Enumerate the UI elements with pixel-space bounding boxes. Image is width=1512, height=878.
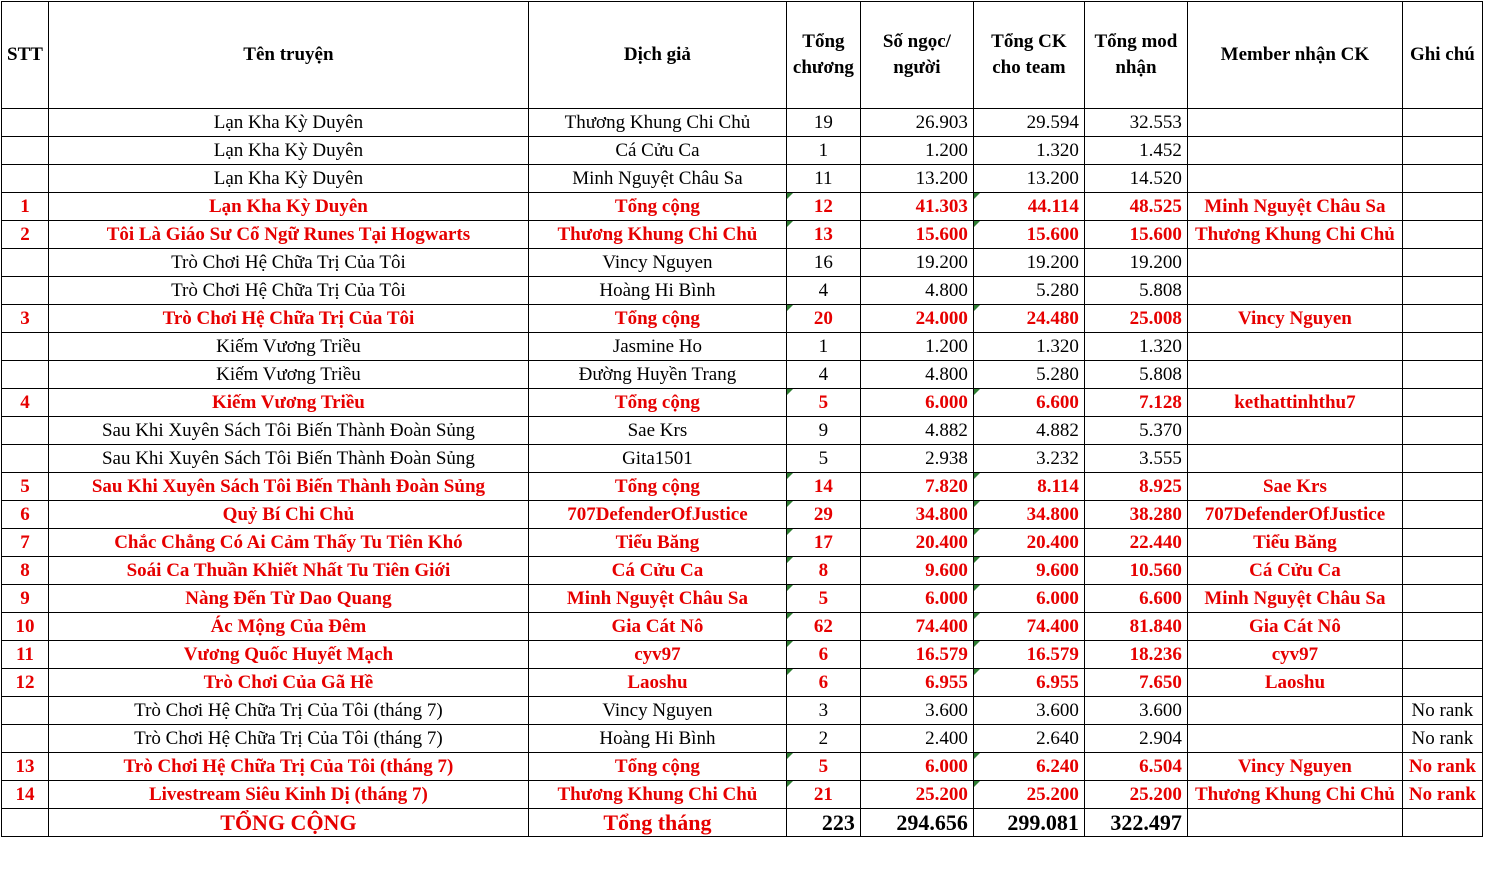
chapters-cell[interactable]: 16: [786, 249, 860, 277]
chapter-payout-table: [1, 1, 1483, 837]
translator-cell[interactable]: Tiểu Băng: [528, 529, 786, 557]
mod-cell[interactable]: 6.600: [1084, 585, 1187, 613]
table-row: [2, 305, 1483, 333]
table-row: [2, 361, 1483, 389]
member-cell[interactable]: [1187, 417, 1402, 445]
table-row: [2, 333, 1483, 361]
stt-cell[interactable]: [2, 277, 49, 305]
translator-cell[interactable]: Gita1501: [528, 445, 786, 473]
mod-cell[interactable]: 8.925: [1084, 473, 1187, 501]
member-cell[interactable]: Cá Cửu Ca: [1187, 557, 1402, 585]
mod-cell[interactable]: 19.200: [1084, 249, 1187, 277]
gems-cell[interactable]: 3.600: [860, 697, 973, 725]
mod-cell[interactable]: 14.520: [1084, 165, 1187, 193]
member-cell[interactable]: 707DefenderOfJustice: [1187, 501, 1402, 529]
chapters-cell[interactable]: 14: [786, 473, 860, 501]
gems-cell[interactable]: 6.000: [860, 753, 973, 781]
note-cell[interactable]: [1402, 361, 1482, 389]
gems-cell[interactable]: 15.600: [860, 221, 973, 249]
table-row: [2, 557, 1483, 585]
ck-cell[interactable]: 6.000: [973, 585, 1084, 613]
member-cell[interactable]: Sae Krs: [1187, 473, 1402, 501]
stt-cell[interactable]: [2, 109, 49, 137]
ck-cell[interactable]: 15.600: [973, 221, 1084, 249]
stt-cell[interactable]: 1: [2, 193, 49, 221]
member-cell[interactable]: [1187, 165, 1402, 193]
header-row: [2, 2, 1483, 109]
chapters-cell[interactable]: 13: [786, 221, 860, 249]
table-row: [2, 137, 1483, 165]
stt-cell[interactable]: 7: [2, 529, 49, 557]
chapters-cell[interactable]: 5: [786, 389, 860, 417]
chapters-cell[interactable]: 12: [786, 193, 860, 221]
header-translator[interactable]: Dịch giả: [528, 2, 786, 109]
table-row: [2, 697, 1483, 725]
translator-cell[interactable]: Vincy Nguyen: [528, 249, 786, 277]
mod-cell[interactable]: 32.553: [1084, 109, 1187, 137]
note-cell[interactable]: [1402, 389, 1482, 417]
title-cell[interactable]: Trò Chơi Hệ Chữa Trị Của Tôi (tháng 7): [48, 697, 528, 725]
member-cell[interactable]: [1187, 697, 1402, 725]
ck-cell[interactable]: 20.400: [973, 529, 1084, 557]
translator-cell[interactable]: Cá Cửu Ca: [528, 137, 786, 165]
table-row: [2, 613, 1483, 641]
stt-cell[interactable]: [2, 333, 49, 361]
mod-cell[interactable]: 5.370: [1084, 417, 1187, 445]
note-cell[interactable]: [1402, 529, 1482, 557]
title-cell[interactable]: Livestream Siêu Kinh Dị (tháng 7): [48, 781, 528, 809]
translator-cell[interactable]: Cá Cửu Ca: [528, 557, 786, 585]
note-cell[interactable]: [1402, 277, 1482, 305]
title-cell[interactable]: Trò Chơi Hệ Chữa Trị Của Tôi: [48, 277, 528, 305]
header-mod[interactable]: Tổng mod nhận: [1084, 2, 1187, 109]
total-chapters[interactable]: 223: [786, 809, 860, 837]
table-row: [2, 193, 1483, 221]
total-ck[interactable]: 299.081: [973, 809, 1084, 837]
mod-cell[interactable]: 2.904: [1084, 725, 1187, 753]
stt-cell[interactable]: 12: [2, 669, 49, 697]
ck-cell[interactable]: 1.320: [973, 333, 1084, 361]
ck-cell[interactable]: 5.280: [973, 277, 1084, 305]
translator-cell[interactable]: Đường Huyền Trang: [528, 361, 786, 389]
table-row: [2, 165, 1483, 193]
mod-cell[interactable]: 81.840: [1084, 613, 1187, 641]
gems-cell[interactable]: 7.820: [860, 473, 973, 501]
mod-cell[interactable]: 3.600: [1084, 697, 1187, 725]
total-label[interactable]: TỔNG CỘNG: [48, 809, 528, 837]
chapters-cell[interactable]: 9: [786, 417, 860, 445]
title-cell[interactable]: Trò Chơi Hệ Chữa Trị Của Tôi (tháng 7): [48, 753, 528, 781]
stt-cell[interactable]: 11: [2, 641, 49, 669]
note-cell[interactable]: No rank: [1402, 753, 1482, 781]
translator-cell[interactable]: Minh Nguyệt Châu Sa: [528, 585, 786, 613]
ck-cell[interactable]: 5.280: [973, 361, 1084, 389]
note-cell[interactable]: [1402, 417, 1482, 445]
note-cell[interactable]: [1402, 109, 1482, 137]
translator-cell[interactable]: Tổng cộng: [528, 305, 786, 333]
chapters-cell[interactable]: 4: [786, 361, 860, 389]
gems-cell[interactable]: 16.579: [860, 641, 973, 669]
member-cell[interactable]: Vincy Nguyen: [1187, 305, 1402, 333]
translator-cell[interactable]: Tổng cộng: [528, 753, 786, 781]
title-cell[interactable]: Kiếm Vương Triều: [48, 361, 528, 389]
table-row: [2, 277, 1483, 305]
title-cell[interactable]: Trò Chơi Của Gã Hề: [48, 669, 528, 697]
stt-cell[interactable]: 5: [2, 473, 49, 501]
total-member-cell[interactable]: [1187, 809, 1402, 837]
total-translator[interactable]: Tổng tháng: [528, 809, 786, 837]
mod-cell[interactable]: 25.200: [1084, 781, 1187, 809]
header-title[interactable]: Tên truyện: [48, 2, 528, 109]
gems-cell[interactable]: 1.200: [860, 333, 973, 361]
translator-cell[interactable]: Thương Khung Chi Chủ: [528, 221, 786, 249]
translator-cell[interactable]: Hoàng Hi Bình: [528, 725, 786, 753]
gems-cell[interactable]: 9.600: [860, 557, 973, 585]
member-cell[interactable]: Thương Khung Chi Chủ: [1187, 221, 1402, 249]
header-ck-team[interactable]: Tổng CK cho team: [973, 2, 1084, 109]
table-row: [2, 249, 1483, 277]
gems-cell[interactable]: 13.200: [860, 165, 973, 193]
stt-cell[interactable]: 10: [2, 613, 49, 641]
translator-cell[interactable]: 707DefenderOfJustice: [528, 501, 786, 529]
member-cell[interactable]: [1187, 137, 1402, 165]
mod-cell[interactable]: 25.008: [1084, 305, 1187, 333]
mod-cell[interactable]: 48.525: [1084, 193, 1187, 221]
note-cell[interactable]: [1402, 585, 1482, 613]
table-row: [2, 109, 1483, 137]
stt-cell[interactable]: [2, 417, 49, 445]
title-cell[interactable]: Nàng Đến Từ Dao Quang: [48, 585, 528, 613]
translator-cell[interactable]: Vincy Nguyen: [528, 697, 786, 725]
ck-cell[interactable]: 19.200: [973, 249, 1084, 277]
member-cell[interactable]: Vincy Nguyen: [1187, 753, 1402, 781]
gems-cell[interactable]: 6.000: [860, 389, 973, 417]
title-cell[interactable]: Sau Khi Xuyên Sách Tôi Biến Thành Đoàn Sủng: [48, 445, 528, 473]
gems-cell[interactable]: 4.800: [860, 361, 973, 389]
chapters-cell[interactable]: 17: [786, 529, 860, 557]
table-row: [2, 725, 1483, 753]
gems-cell[interactable]: 74.400: [860, 613, 973, 641]
translator-cell[interactable]: cyv97: [528, 641, 786, 669]
title-cell[interactable]: Trò Chơi Hệ Chữa Trị Của Tôi (tháng 7): [48, 725, 528, 753]
member-cell[interactable]: [1187, 249, 1402, 277]
chapters-cell[interactable]: 5: [786, 585, 860, 613]
chapters-cell[interactable]: 2: [786, 725, 860, 753]
ck-cell[interactable]: 3.600: [973, 697, 1084, 725]
total-row: [2, 809, 1483, 837]
stt-cell[interactable]: [2, 165, 49, 193]
stt-cell[interactable]: [2, 697, 49, 725]
mod-cell[interactable]: 6.504: [1084, 753, 1187, 781]
gems-cell[interactable]: 6.955: [860, 669, 973, 697]
table-row: [2, 221, 1483, 249]
gems-cell[interactable]: 19.200: [860, 249, 973, 277]
note-cell[interactable]: [1402, 641, 1482, 669]
title-cell[interactable]: Kiếm Vương Triều: [48, 333, 528, 361]
gems-cell[interactable]: 25.200: [860, 781, 973, 809]
table-row: [2, 753, 1483, 781]
mod-cell[interactable]: 5.808: [1084, 361, 1187, 389]
table-row: [2, 445, 1483, 473]
gems-cell[interactable]: 41.303: [860, 193, 973, 221]
ck-cell[interactable]: 16.579: [973, 641, 1084, 669]
table-row: [2, 417, 1483, 445]
translator-cell[interactable]: Minh Nguyệt Châu Sa: [528, 165, 786, 193]
mod-cell[interactable]: 10.560: [1084, 557, 1187, 585]
gems-cell[interactable]: 6.000: [860, 585, 973, 613]
translator-cell[interactable]: Tổng cộng: [528, 389, 786, 417]
chapters-cell[interactable]: 6: [786, 669, 860, 697]
chapters-cell[interactable]: 3: [786, 697, 860, 725]
member-cell[interactable]: Tiểu Băng: [1187, 529, 1402, 557]
note-cell[interactable]: [1402, 557, 1482, 585]
translator-cell[interactable]: Laoshu: [528, 669, 786, 697]
mod-cell[interactable]: 22.440: [1084, 529, 1187, 557]
gems-cell[interactable]: 34.800: [860, 501, 973, 529]
chapters-cell[interactable]: 4: [786, 277, 860, 305]
chapters-cell[interactable]: 62: [786, 613, 860, 641]
table-row: [2, 641, 1483, 669]
member-cell[interactable]: [1187, 725, 1402, 753]
gems-cell[interactable]: 2.400: [860, 725, 973, 753]
member-cell[interactable]: [1187, 445, 1402, 473]
member-cell[interactable]: cyv97: [1187, 641, 1402, 669]
stt-cell[interactable]: [2, 361, 49, 389]
member-cell[interactable]: Laoshu: [1187, 669, 1402, 697]
stt-cell[interactable]: [2, 725, 49, 753]
member-cell[interactable]: Thương Khung Chi Chủ: [1187, 781, 1402, 809]
table-row: [2, 585, 1483, 613]
title-cell[interactable]: Trò Chơi Hệ Chữa Trị Của Tôi: [48, 305, 528, 333]
table-row: [2, 389, 1483, 417]
stt-cell[interactable]: 8: [2, 557, 49, 585]
stt-cell[interactable]: [2, 249, 49, 277]
ck-cell[interactable]: 8.114: [973, 473, 1084, 501]
mod-cell[interactable]: 1.452: [1084, 137, 1187, 165]
note-cell[interactable]: [1402, 473, 1482, 501]
chapters-cell[interactable]: 20: [786, 305, 860, 333]
note-cell[interactable]: [1402, 669, 1482, 697]
total-mod[interactable]: 322.497: [1084, 809, 1187, 837]
chapters-cell[interactable]: 8: [786, 557, 860, 585]
title-cell[interactable]: Tôi Là Giáo Sư Cổ Ngữ Runes Tại Hogwarts: [48, 221, 528, 249]
stt-cell[interactable]: 13: [2, 753, 49, 781]
title-cell[interactable]: Lạn Kha Kỳ Duyên: [48, 165, 528, 193]
mod-cell[interactable]: 7.650: [1084, 669, 1187, 697]
ck-cell[interactable]: 44.114: [973, 193, 1084, 221]
note-cell[interactable]: [1402, 613, 1482, 641]
mod-cell[interactable]: 15.600: [1084, 221, 1187, 249]
title-cell[interactable]: Quỷ Bí Chi Chủ: [48, 501, 528, 529]
ck-cell[interactable]: 6.600: [973, 389, 1084, 417]
title-cell[interactable]: Vương Quốc Huyết Mạch: [48, 641, 528, 669]
chapters-cell[interactable]: 5: [786, 445, 860, 473]
translator-cell[interactable]: Thương Khung Chi Chủ: [528, 781, 786, 809]
translator-cell[interactable]: Tổng cộng: [528, 473, 786, 501]
title-cell[interactable]: Lạn Kha Kỳ Duyên: [48, 137, 528, 165]
header-chapters[interactable]: Tổng chương: [786, 2, 860, 109]
title-cell[interactable]: Sau Khi Xuyên Sách Tôi Biến Thành Đoàn Sủng: [48, 473, 528, 501]
ck-cell[interactable]: 6.955: [973, 669, 1084, 697]
note-cell[interactable]: [1402, 249, 1482, 277]
ck-cell[interactable]: 74.400: [973, 613, 1084, 641]
title-cell[interactable]: Trò Chơi Hệ Chữa Trị Của Tôi: [48, 249, 528, 277]
gems-cell[interactable]: 26.903: [860, 109, 973, 137]
mod-cell[interactable]: 5.808: [1084, 277, 1187, 305]
title-cell[interactable]: Chắc Chẳng Có Ai Cảm Thấy Tu Tiên Khó: [48, 529, 528, 557]
chapters-cell[interactable]: 11: [786, 165, 860, 193]
title-cell[interactable]: Soái Ca Thuần Khiết Nhất Tu Tiên Giới: [48, 557, 528, 585]
ck-cell[interactable]: 2.640: [973, 725, 1084, 753]
table-row: [2, 501, 1483, 529]
mod-cell[interactable]: 7.128: [1084, 389, 1187, 417]
member-cell[interactable]: Minh Nguyệt Châu Sa: [1187, 193, 1402, 221]
note-cell[interactable]: No rank: [1402, 725, 1482, 753]
ck-cell[interactable]: 6.240: [973, 753, 1084, 781]
note-cell[interactable]: [1402, 501, 1482, 529]
mod-cell[interactable]: 1.320: [1084, 333, 1187, 361]
ck-cell[interactable]: 4.882: [973, 417, 1084, 445]
note-cell[interactable]: [1402, 445, 1482, 473]
gems-cell[interactable]: 4.800: [860, 277, 973, 305]
title-cell[interactable]: Kiếm Vương Triều: [48, 389, 528, 417]
ck-cell[interactable]: 29.594: [973, 109, 1084, 137]
chapters-cell[interactable]: 1: [786, 333, 860, 361]
translator-cell[interactable]: Tổng cộng: [528, 193, 786, 221]
mod-cell[interactable]: 38.280: [1084, 501, 1187, 529]
note-cell[interactable]: [1402, 165, 1482, 193]
translator-cell[interactable]: Hoàng Hi Bình: [528, 277, 786, 305]
stt-cell[interactable]: 14: [2, 781, 49, 809]
note-cell[interactable]: [1402, 333, 1482, 361]
stt-cell[interactable]: 6: [2, 501, 49, 529]
member-cell[interactable]: kethattinhthu7: [1187, 389, 1402, 417]
header-gems[interactable]: Số ngọc/ người: [860, 2, 973, 109]
ck-cell[interactable]: 24.480: [973, 305, 1084, 333]
translator-cell[interactable]: Gia Cát Nô: [528, 613, 786, 641]
member-cell[interactable]: Minh Nguyệt Châu Sa: [1187, 585, 1402, 613]
total-gems[interactable]: 294.656: [860, 809, 973, 837]
title-cell[interactable]: Sau Khi Xuyên Sách Tôi Biến Thành Đoàn Sủng: [48, 417, 528, 445]
ck-cell[interactable]: 9.600: [973, 557, 1084, 585]
ck-cell[interactable]: 25.200: [973, 781, 1084, 809]
member-cell[interactable]: [1187, 361, 1402, 389]
chapters-cell[interactable]: 29: [786, 501, 860, 529]
member-cell[interactable]: [1187, 277, 1402, 305]
chapters-cell[interactable]: 6: [786, 641, 860, 669]
translator-cell[interactable]: Sae Krs: [528, 417, 786, 445]
stt-cell[interactable]: 9: [2, 585, 49, 613]
table-row: [2, 529, 1483, 557]
chapters-cell[interactable]: 5: [786, 753, 860, 781]
gems-cell[interactable]: 20.400: [860, 529, 973, 557]
table-row: [2, 473, 1483, 501]
stt-cell[interactable]: [2, 445, 49, 473]
translator-cell[interactable]: Thương Khung Chi Chủ: [528, 109, 786, 137]
stt-cell[interactable]: 4: [2, 389, 49, 417]
table-row: [2, 669, 1483, 697]
header-stt[interactable]: STT: [2, 2, 49, 109]
note-cell[interactable]: No rank: [1402, 781, 1482, 809]
member-cell[interactable]: [1187, 109, 1402, 137]
ck-cell[interactable]: 3.232: [973, 445, 1084, 473]
note-cell[interactable]: [1402, 137, 1482, 165]
gems-cell[interactable]: 4.882: [860, 417, 973, 445]
note-cell[interactable]: [1402, 305, 1482, 333]
chapters-cell[interactable]: 1: [786, 137, 860, 165]
stt-cell[interactable]: 2: [2, 221, 49, 249]
chapters-cell[interactable]: 21: [786, 781, 860, 809]
ck-cell[interactable]: 1.320: [973, 137, 1084, 165]
translator-cell[interactable]: Jasmine Ho: [528, 333, 786, 361]
title-cell[interactable]: Lạn Kha Kỳ Duyên: [48, 109, 528, 137]
member-cell[interactable]: Gia Cát Nô: [1187, 613, 1402, 641]
gems-cell[interactable]: 2.938: [860, 445, 973, 473]
stt-cell[interactable]: 3: [2, 305, 49, 333]
mod-cell[interactable]: 18.236: [1084, 641, 1187, 669]
table-row: [2, 781, 1483, 809]
stt-cell[interactable]: [2, 137, 49, 165]
gems-cell[interactable]: 24.000: [860, 305, 973, 333]
note-cell[interactable]: No rank: [1402, 697, 1482, 725]
mod-cell[interactable]: 3.555: [1084, 445, 1187, 473]
title-cell[interactable]: Ác Mộng Của Đêm: [48, 613, 528, 641]
total-note-cell[interactable]: [1402, 809, 1482, 837]
member-cell[interactable]: [1187, 333, 1402, 361]
note-cell[interactable]: [1402, 221, 1482, 249]
ck-cell[interactable]: 34.800: [973, 501, 1084, 529]
chapters-cell[interactable]: 19: [786, 109, 860, 137]
total-stt-cell[interactable]: [2, 809, 49, 837]
title-cell[interactable]: Lạn Kha Kỳ Duyên: [48, 193, 528, 221]
header-member[interactable]: Member nhận CK: [1187, 2, 1402, 109]
header-note[interactable]: Ghi chú: [1402, 2, 1482, 109]
gems-cell[interactable]: 1.200: [860, 137, 973, 165]
ck-cell[interactable]: 13.200: [973, 165, 1084, 193]
note-cell[interactable]: [1402, 193, 1482, 221]
